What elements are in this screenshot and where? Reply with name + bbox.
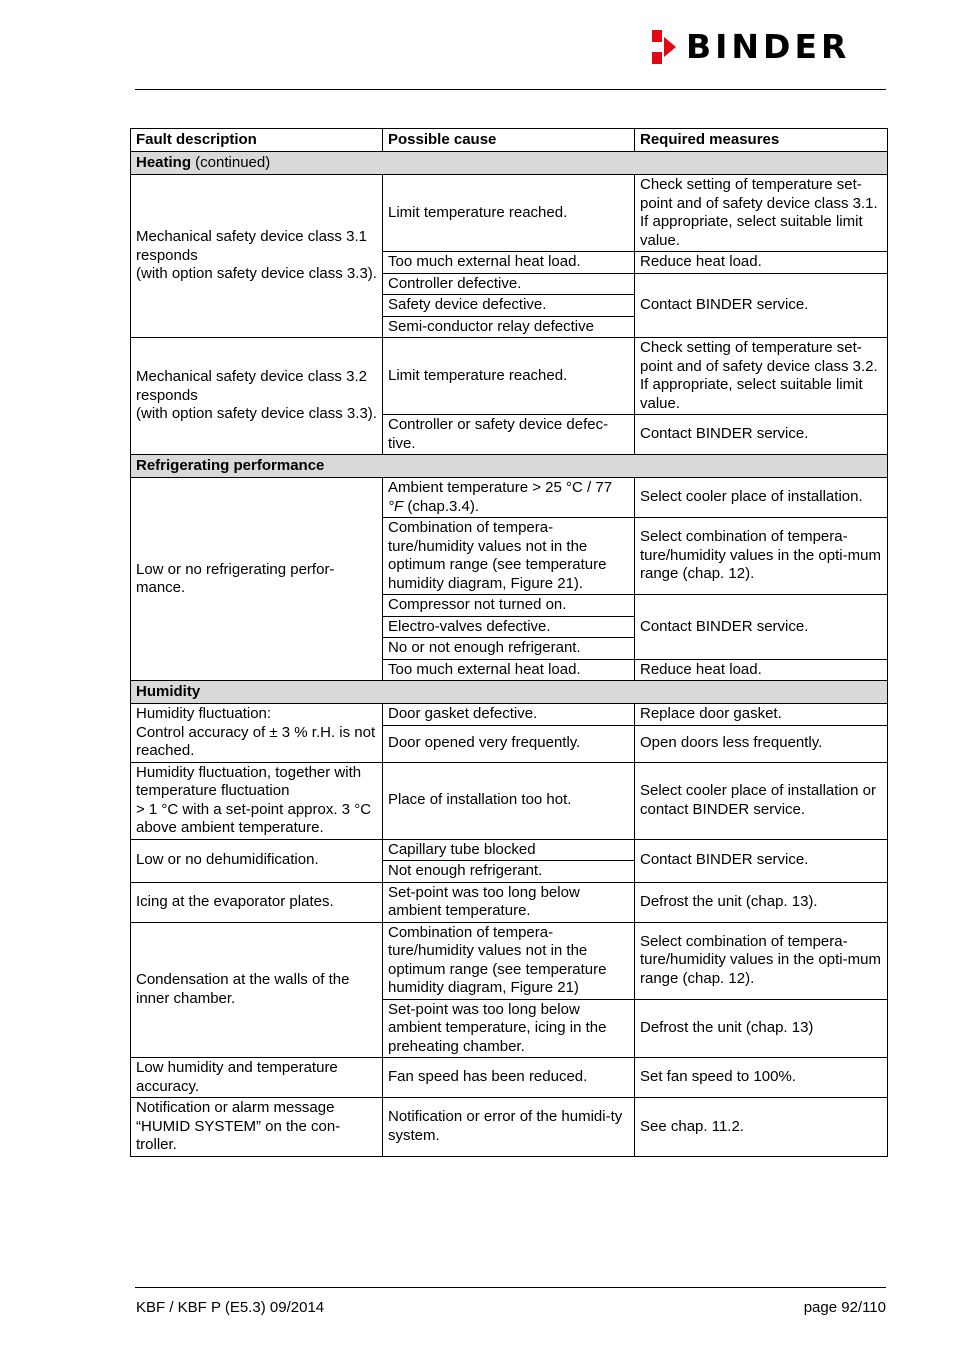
measure-cell: Reduce heat load. [635,252,888,274]
cause-cell: Limit temperature reached. [383,338,635,415]
cause-cell: Set-point was too long below ambient temperature. [383,882,635,922]
troubleshooting-table [130,128,888,1157]
cause-cell: No or not enough refrigerant. [383,638,635,660]
table-row [131,338,888,415]
cause-cell: Not enough refrigerant. [383,861,635,883]
column-header-cause: Possible cause [383,129,635,152]
measure-cell: Open doors less frequently. [635,725,888,762]
cause-cell: Controller or safety device defec-tive. [383,415,635,455]
section-title-refrigerating: Refrigerating performance [131,455,888,478]
measure-cell: Select cooler place of installation or contact BINDER service. [635,762,888,839]
cause-cell: Door gasket defective. [383,704,635,726]
fault-cell: Notification or alarm message “HUMID SYSTEM” on the con-troller. [131,1098,383,1157]
table-header-row [131,129,888,152]
table-row [131,882,888,922]
cause-cell: Capillary tube blocked [383,839,635,861]
measure-cell: Set fan speed to 100%. [635,1058,888,1098]
cause-cell: Combination of tempera-ture/humidity values not in the optimum range (see temperature humidity diagram, Figure 21) [383,922,635,999]
cause-cell: Ambient temperature > 25 °C / 77 °F (chap.3.4). [383,478,635,518]
fault-cell: Low or no refrigerating perfor-mance. [131,478,383,681]
column-header-measures: Required measures [635,129,888,152]
measure-cell: Replace door gasket. [635,704,888,726]
table-row [131,704,888,726]
table-row [131,1058,888,1098]
table-row [131,922,888,999]
measure-cell: Contact BINDER service. [635,273,888,338]
measure-cell: Select cooler place of installation. [635,478,888,518]
cause-cell: Place of installation too hot. [383,762,635,839]
cause-cell: Semi-conductor relay defective [383,316,635,338]
measure-cell: Check setting of temperature set-point and of safety device class 3.2. If appropriate, select suitable limit value. [635,338,888,415]
cause-cell: Safety device defective. [383,295,635,317]
table-row [131,1098,888,1157]
cause-cell: Set-point was too long below ambient temperature, icing in the preheating chamber. [383,999,635,1058]
fault-cell: Icing at the evaporator plates. [131,882,383,922]
cause-cell: Combination of tempera-ture/humidity values not in the optimum range (see temperature humidity diagram, Figure 21). [383,518,635,595]
cause-cell: Too much external heat load. [383,659,635,681]
section-row-humidity [131,681,888,704]
table-row [131,175,888,252]
table-row [131,762,888,839]
section-row-refrigerating [131,455,888,478]
binder-logo [652,27,851,66]
measure-cell: Contact BINDER service. [635,595,888,660]
measure-cell: Contact BINDER service. [635,839,888,882]
measure-cell: Contact BINDER service. [635,415,888,455]
cause-cell: Notification or error of the humidi-ty system. [383,1098,635,1157]
cause-cell: Electro-valves defective. [383,616,635,638]
fault-cell: Condensation at the walls of the inner chamber. [131,922,383,1058]
document-id: KBF / KBF P (E5.3) 09/2014 [136,1299,325,1316]
fault-cell: Humidity fluctuation, together with temperature fluctuation > 1 °C with a set-point approx. 3 °C above ambient temperature. [131,762,383,839]
page-number: page 92/110 [803,1299,886,1316]
section-title-heating: Heating (continued) [131,152,888,175]
measure-cell: Defrost the unit (chap. 13). [635,882,888,922]
logo-wordmark: BINDER [686,27,851,66]
binder-arrow-logo-icon [652,30,678,64]
cause-cell: Door opened very frequently. [383,725,635,762]
cause-cell: Too much external heat load. [383,252,635,274]
cause-cell: Compressor not turned on. [383,595,635,617]
fault-cell: Low humidity and temperature accuracy. [131,1058,383,1098]
cause-cell: Limit temperature reached. [383,175,635,252]
cause-cell: Fan speed has been reduced. [383,1058,635,1098]
fault-cell: Mechanical safety device class 3.1 responds (with option safety device class 3.3). [131,175,383,338]
header-rule [135,89,886,90]
section-row-heating [131,152,888,175]
measure-cell: Reduce heat load. [635,659,888,681]
measure-cell: Defrost the unit (chap. 13) [635,999,888,1058]
measure-cell: Select combination of tempera-ture/humidity values in the opti-mum range (chap. 12). [635,518,888,595]
measure-cell: Check setting of temperature set-point and of safety device class 3.1. If appropriate, select suitable limit value. [635,175,888,252]
fault-cell: Humidity fluctuation: Control accuracy of ± 3 % r.H. is not reached. [131,704,383,763]
measure-cell: Select combination of tempera-ture/humidity values in the opti-mum range (chap. 12). [635,922,888,999]
footer-rule [135,1287,886,1288]
table-row [131,478,888,518]
table-row [131,839,888,861]
measure-cell: See chap. 11.2. [635,1098,888,1157]
cause-cell: Controller defective. [383,273,635,295]
fault-cell: Mechanical safety device class 3.2 responds (with option safety device class 3.3). [131,338,383,455]
fault-cell: Low or no dehumidification. [131,839,383,882]
section-title-humidity: Humidity [131,681,888,704]
column-header-fault: Fault description [131,129,383,152]
